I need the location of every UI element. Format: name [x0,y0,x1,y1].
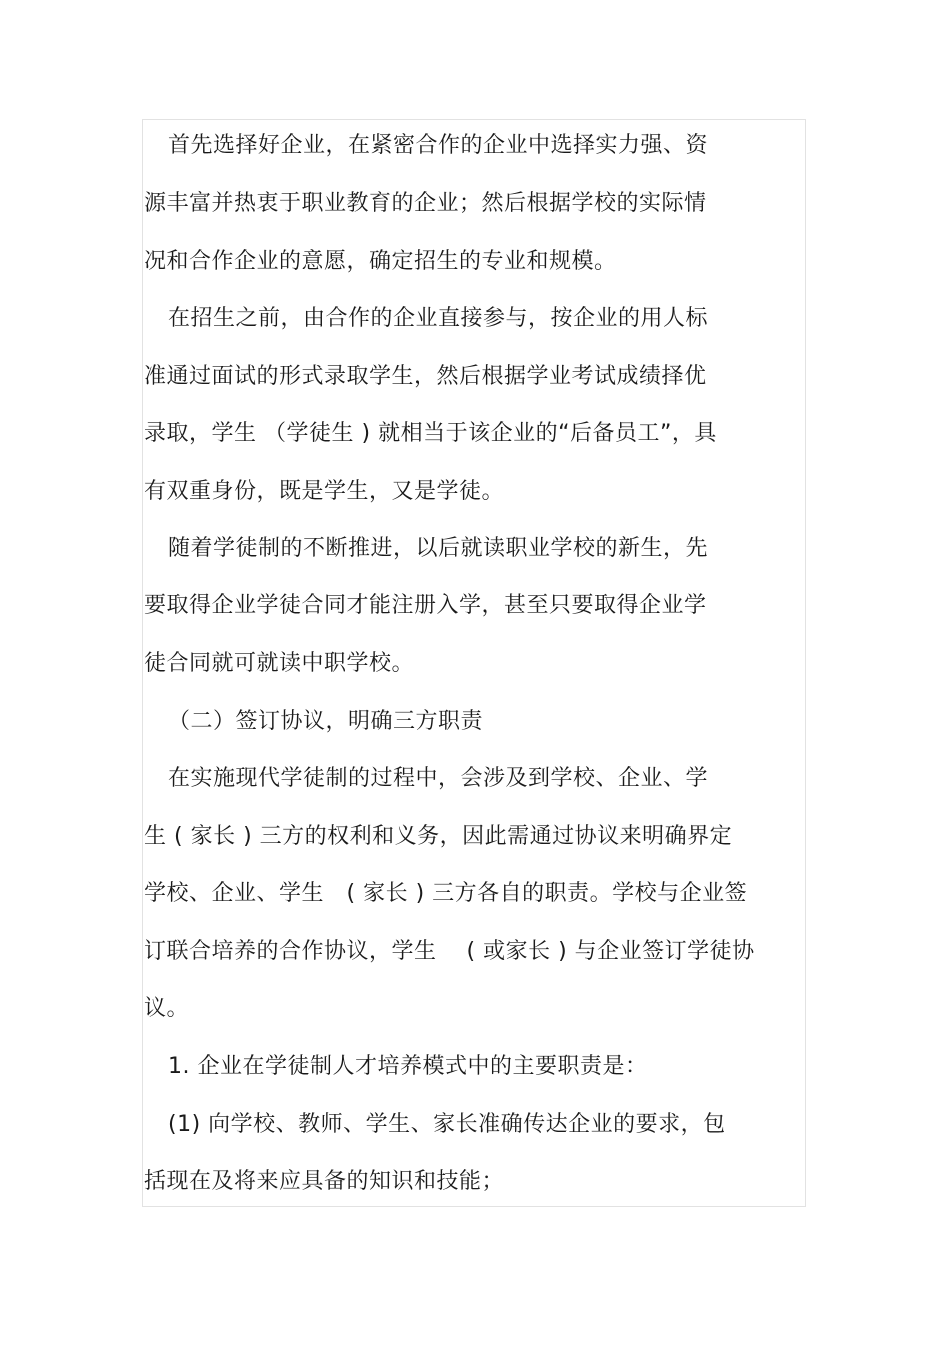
paragraph-line: 学校、企业、学生 ( 家长 ) 三方各自的职责。学校与企业签 [144,881,748,906]
paragraph-line: 准通过面试的形式录取学生，然后根据学业考试成绩择优 [144,364,707,389]
paragraph-line: 首先选择好企业，在紧密合作的企业中选择实力强、资 [168,133,709,158]
paragraph-line: 随着学徒制的不断推进，以后就读职业学校的新生，先 [168,536,709,561]
paragraph-line: 录取，学生 （学徒生 ) 就相当于该企业的“后备员工”，具 [144,421,717,446]
section-heading: （二）签订协议，明确三方职责 [168,709,484,734]
list-item-line: (1) 向学校、教师、学生、家长准确传达企业的要求，包 [168,1112,726,1137]
paragraph-line: 在实施现代学徒制的过程中，会涉及到学校、企业、学 [168,766,709,791]
list-item-line: 括现在及将来应具备的知识和技能； [144,1169,505,1194]
paragraph-line: 有双重身份，既是学生，又是学徒。 [144,479,505,504]
paragraph-line: 源丰富并热衷于职业教育的企业；然后根据学校的实际情 [144,191,707,216]
list-heading: 1. 企业在学徒制人才培养模式中的主要职责是： [168,1054,648,1079]
paragraph-line: 生 ( 家长 ) 三方的权利和义务，因此需通过协议来明确界定 [144,824,733,849]
paragraph-line: 要取得企业学徒合同才能注册入学，甚至只要取得企业学 [144,593,707,618]
paragraph-line: 徒合同就可就读中职学校。 [144,651,415,676]
paragraph-line: 订联合培养的合作协议，学生 ( 或家长 ) 与企业签订学徒协 [144,939,755,964]
paragraph-line: 议。 [144,996,190,1021]
paragraph-line: 在招生之前，由合作的企业直接参与，按企业的用人标 [168,306,709,331]
paragraph-line: 况和合作企业的意愿，确定招生的专业和规模。 [144,249,617,274]
